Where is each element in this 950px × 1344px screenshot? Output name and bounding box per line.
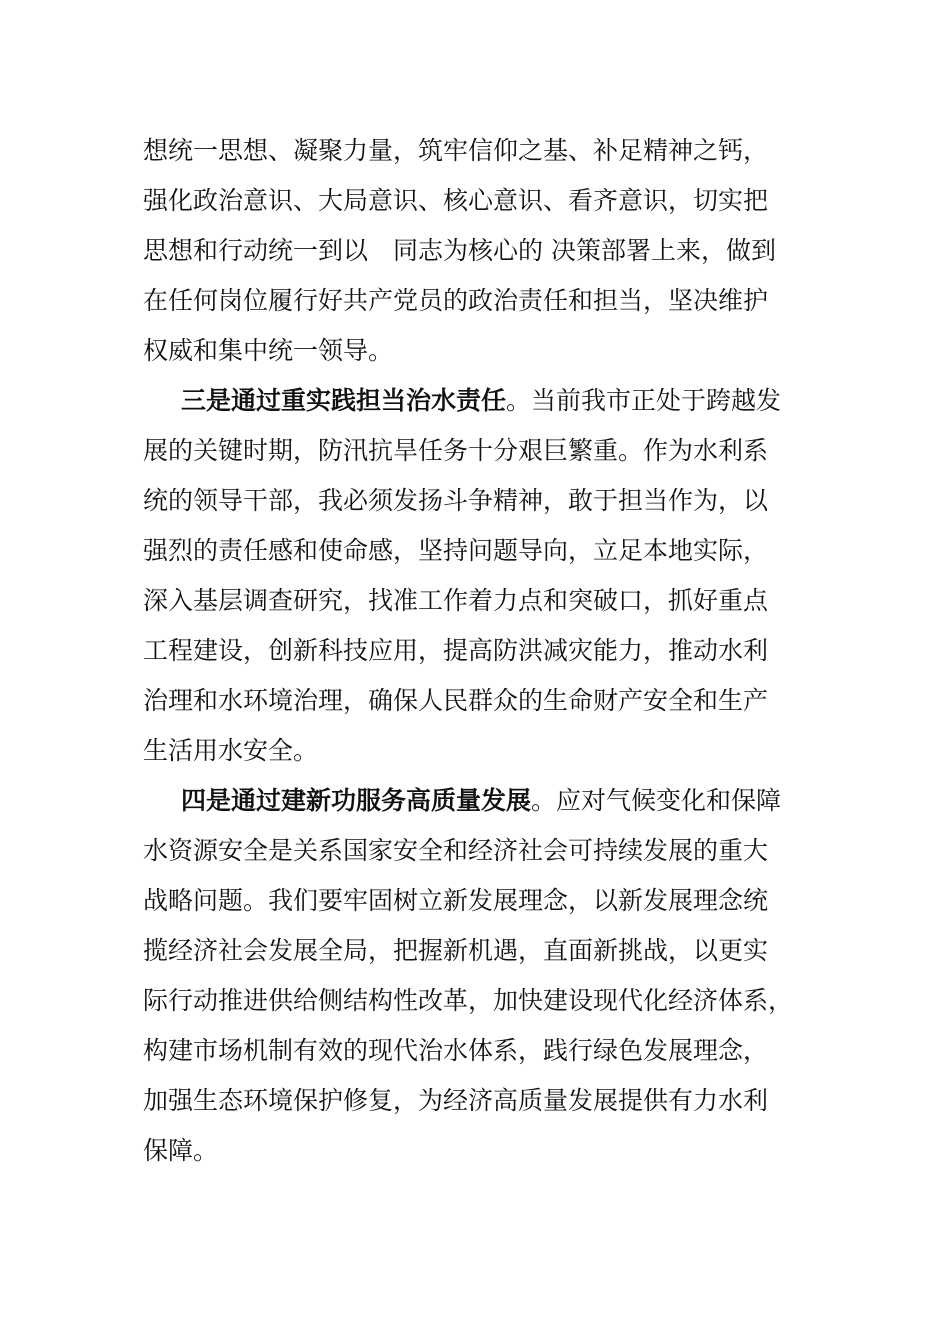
paragraph-1	[143, 126, 823, 376]
paragraph-line: 揽经济社会发展全局，把握新机遇，直面新挑战，以更实	[143, 936, 769, 965]
paragraph-line: 保障。	[143, 1136, 219, 1165]
paragraph-line: 统的领导干部，我必须发扬斗争精神，敢于担当作为，以	[143, 486, 769, 515]
paragraph-line: 强化政治意识、大局意识、核心意识、看齐意识，切实把	[143, 186, 769, 215]
paragraph-first-line	[143, 776, 823, 826]
paragraph-line: 展的关键时期，防汛抗旱任务十分艰巨繁重。作为水利系	[143, 436, 769, 465]
paragraph-heading: 四是通过建新功服务高质量发展	[181, 786, 532, 815]
paragraph-line: 际行动推进供给侧结构性改革，加快建设现代化经济体系，	[143, 986, 794, 1015]
paragraph-line: 在任何岗位履行好共产党员的政治责任和担当，坚决维护	[143, 286, 769, 315]
paragraph-line: 战略问题。我们要牢固树立新发展理念，以新发展理念统	[143, 886, 769, 915]
paragraph-line: 想统一思想、凝聚力量，筑牢信仰之基、补足精神之钙，	[143, 136, 769, 165]
paragraph-2	[143, 376, 823, 776]
paragraph-line: 思想和行动统一到以 同志为核心的 决策部署上来，做到	[143, 236, 776, 265]
document-body	[143, 126, 823, 1176]
paragraph-line: 生活用水安全。	[143, 736, 319, 765]
paragraph-line: 强烈的责任感和使命感，坚持问题导向，立足本地实际，	[143, 536, 769, 565]
paragraph-line: 水资源安全是关系国家安全和经济社会可持续发展的重大	[143, 836, 769, 865]
paragraph-heading: 三是通过重实践担当治水责任	[181, 386, 507, 415]
paragraph-line: 权威和集中统一领导。	[143, 336, 394, 365]
paragraph-first-line-rest: 。当前我市正处于跨越发	[506, 386, 782, 415]
paragraph-line: 工程建设，创新科技应用，提高防洪减灾能力，推动水利	[143, 636, 769, 665]
paragraph-line: 构建市场机制有效的现代治水体系，践行绿色发展理念，	[143, 1036, 769, 1065]
paragraph-line: 加强生态环境保护修复，为经济高质量发展提供有力水利	[143, 1086, 769, 1115]
paragraph-line: 治理和水环境治理，确保人民群众的生命财产安全和生产	[143, 686, 769, 715]
paragraph-3	[143, 776, 823, 1176]
paragraph-first-line	[143, 376, 823, 426]
paragraph-line: 深入基层调查研究，找准工作着力点和突破口，抓好重点	[143, 586, 769, 615]
paragraph-first-line-rest: 。应对气候变化和保障	[531, 786, 782, 815]
